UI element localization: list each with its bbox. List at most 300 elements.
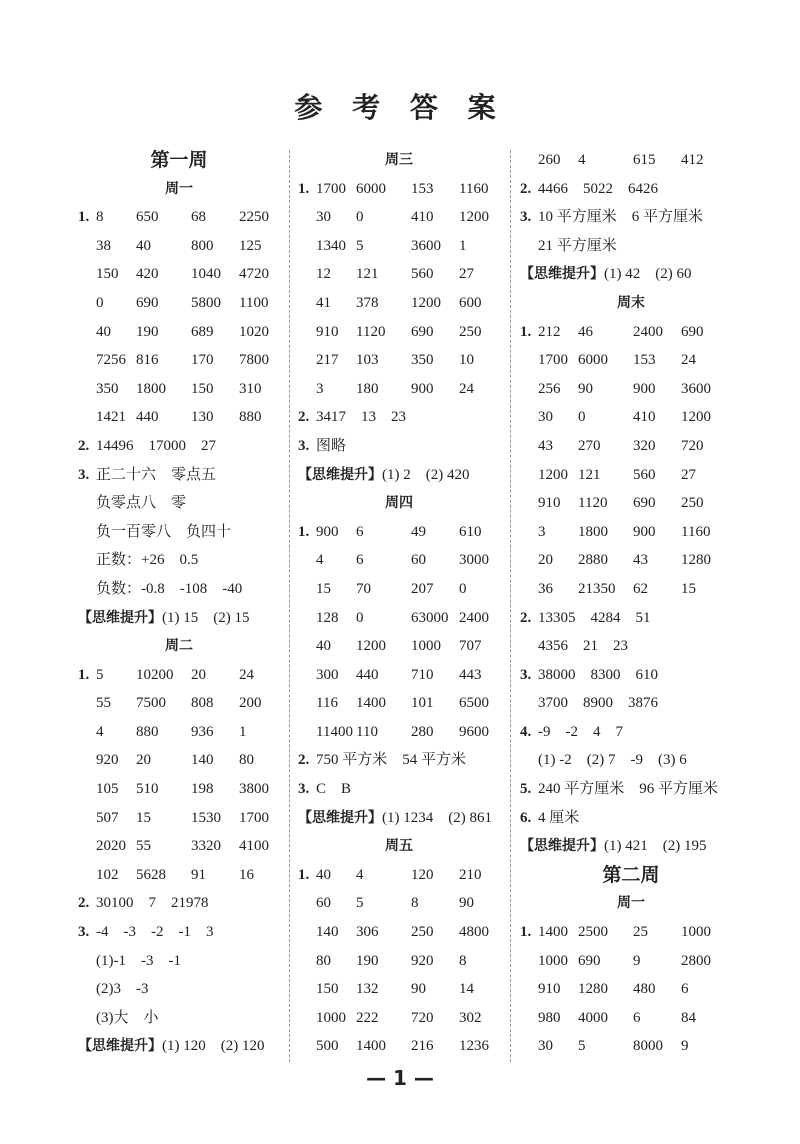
answer-value: 140 bbox=[191, 752, 214, 769]
answer-value: 40 bbox=[316, 866, 331, 883]
answer-value: 49 bbox=[411, 523, 426, 540]
answer-value: 21350 bbox=[578, 580, 616, 597]
question-number: 3. bbox=[298, 437, 310, 454]
answer-value: 4100 bbox=[239, 838, 269, 855]
answer-value: 24 bbox=[681, 352, 696, 369]
answer-line bbox=[78, 461, 280, 490]
answer-line bbox=[520, 632, 742, 661]
answer-line bbox=[78, 918, 280, 947]
answer-value: 0 bbox=[356, 209, 364, 226]
day-heading: 周一 bbox=[165, 180, 193, 197]
answer-line bbox=[78, 746, 280, 775]
answer-value: 1160 bbox=[459, 180, 489, 197]
answer-value: 36 bbox=[538, 580, 553, 597]
answer-value: 7500 bbox=[136, 695, 166, 712]
answer-value: 1200 bbox=[538, 466, 568, 483]
answer-value: 910 bbox=[538, 981, 561, 998]
answer-line bbox=[298, 375, 500, 404]
answer-text: 负零点八 零 bbox=[96, 495, 187, 512]
answer-value: 12 bbox=[316, 266, 331, 283]
answer-text: 4466 5022 6426 bbox=[538, 180, 659, 197]
answer-value: 200 bbox=[239, 695, 262, 712]
answer-line bbox=[520, 718, 742, 747]
question-number: 1. bbox=[298, 523, 310, 540]
answer-text: 21 平方厘米 bbox=[538, 237, 617, 254]
question-number: 2. bbox=[298, 409, 310, 426]
answer-text: 750 平方米 54 平方米 bbox=[316, 752, 467, 769]
answer-text: -4 -3 -2 -1 3 bbox=[96, 924, 214, 941]
answer-value: 121 bbox=[356, 266, 379, 283]
answer-value: 4 bbox=[316, 552, 324, 569]
answer-value: 5628 bbox=[136, 866, 166, 883]
answer-value: 3 bbox=[538, 523, 546, 540]
answer-value: 0 bbox=[356, 609, 364, 626]
answer-line bbox=[520, 489, 742, 518]
answer-value: 615 bbox=[633, 152, 656, 168]
answer-value: 6000 bbox=[578, 352, 608, 369]
answer-value: 1100 bbox=[239, 294, 269, 311]
answer-text: 负数：-0.8 -108 -40 bbox=[96, 580, 243, 597]
answer-value: 1000 bbox=[538, 952, 568, 969]
answer-line bbox=[520, 575, 742, 604]
answer-value: 650 bbox=[136, 209, 159, 226]
day-heading: 周三 bbox=[385, 152, 413, 168]
answer-value: 210 bbox=[459, 866, 482, 883]
answer-value: 560 bbox=[411, 266, 434, 283]
answer-value: 2800 bbox=[681, 952, 711, 969]
answer-value: 30 bbox=[538, 1038, 553, 1055]
answer-line bbox=[520, 661, 742, 690]
answer-value: 1530 bbox=[191, 809, 221, 826]
answer-value: 1120 bbox=[356, 323, 386, 340]
question-number: 2. bbox=[520, 180, 532, 197]
answer-value: 8 bbox=[411, 895, 419, 912]
answer-line bbox=[298, 546, 500, 575]
answer-value: 62 bbox=[633, 580, 648, 597]
answer-value: 153 bbox=[411, 180, 434, 197]
answer-line bbox=[520, 947, 742, 976]
answer-value: 720 bbox=[411, 1009, 434, 1026]
tip-text: (1) 15 (2) 15 bbox=[162, 609, 250, 626]
answer-value: 250 bbox=[681, 495, 704, 512]
question-number: 2. bbox=[520, 609, 532, 626]
answer-text: 4 厘米 bbox=[538, 809, 580, 826]
answer-value: 8 bbox=[96, 209, 104, 226]
answer-line bbox=[78, 203, 280, 232]
answer-value: 1000 bbox=[316, 1009, 346, 1026]
tip-label: 【思维提升】 bbox=[298, 809, 382, 826]
answer-value: 150 bbox=[191, 380, 214, 397]
answer-line bbox=[520, 403, 742, 432]
answer-line bbox=[520, 975, 742, 1004]
answer-value: 3800 bbox=[239, 781, 269, 798]
question-number: 1. bbox=[298, 180, 310, 197]
answer-value: 420 bbox=[136, 266, 159, 283]
answer-value: 412 bbox=[681, 152, 704, 168]
answer-value: 250 bbox=[411, 924, 434, 941]
answer-value: 410 bbox=[633, 409, 656, 426]
answer-line bbox=[298, 232, 500, 261]
answer-value: 900 bbox=[411, 380, 434, 397]
answer-value: 120 bbox=[411, 866, 434, 883]
answer-value: 1000 bbox=[681, 924, 711, 941]
answer-value: 443 bbox=[459, 666, 482, 683]
answer-line bbox=[78, 1004, 280, 1033]
answer-line bbox=[520, 518, 742, 547]
answer-value: 690 bbox=[411, 323, 434, 340]
question-number: 3. bbox=[520, 209, 532, 226]
answer-value: 6 bbox=[356, 552, 364, 569]
answer-line bbox=[520, 1004, 742, 1033]
answer-value: 14 bbox=[459, 981, 474, 998]
answer-value: 690 bbox=[578, 952, 601, 969]
answer-value: 40 bbox=[316, 638, 331, 655]
answer-value: 1 bbox=[459, 237, 467, 254]
answer-value: 900 bbox=[633, 523, 656, 540]
answer-value: 910 bbox=[538, 495, 561, 512]
answer-text: (2)3 -3 bbox=[96, 981, 149, 998]
answer-line bbox=[298, 604, 500, 633]
answer-value: 2400 bbox=[459, 609, 489, 626]
answer-line bbox=[78, 318, 280, 347]
answer-value: 6 bbox=[681, 981, 689, 998]
answer-line bbox=[78, 375, 280, 404]
answer-value: 80 bbox=[316, 952, 331, 969]
answer-value: 1280 bbox=[681, 552, 711, 569]
question-number: 3. bbox=[298, 781, 310, 798]
question-number: 1. bbox=[78, 666, 90, 683]
answer-text: (3)大 小 bbox=[96, 1009, 159, 1026]
answer-text: 3417 13 23 bbox=[316, 409, 407, 426]
question-number: 1. bbox=[78, 209, 90, 226]
answer-value: 1800 bbox=[136, 380, 166, 397]
answer-value: 310 bbox=[239, 380, 262, 397]
answer-value: 1700 bbox=[239, 809, 269, 826]
answer-value: 1800 bbox=[578, 523, 608, 540]
answer-value: 6 bbox=[356, 523, 364, 540]
answer-text: 10 平方厘米 6 平方厘米 bbox=[538, 209, 704, 226]
answer-value: 27 bbox=[459, 266, 474, 283]
answer-value: 4800 bbox=[459, 924, 489, 941]
answer-column-3 bbox=[520, 146, 742, 1061]
answer-value: 270 bbox=[578, 437, 601, 454]
answer-value: 600 bbox=[459, 294, 482, 311]
answer-value: 6 bbox=[633, 1009, 641, 1026]
answer-value: 2500 bbox=[578, 924, 608, 941]
answer-value: 20 bbox=[136, 752, 151, 769]
answer-value: 1120 bbox=[578, 495, 608, 512]
week-heading: 第一周 bbox=[150, 149, 208, 171]
answer-value: 1000 bbox=[411, 638, 441, 655]
answer-line bbox=[298, 203, 500, 232]
answer-value: 560 bbox=[633, 466, 656, 483]
answer-line bbox=[520, 1032, 742, 1061]
thinking-tip-line bbox=[520, 832, 742, 861]
answer-line bbox=[520, 432, 742, 461]
answer-line bbox=[298, 947, 500, 976]
answer-line bbox=[520, 918, 742, 947]
answer-text: -9 -2 4 7 bbox=[538, 723, 623, 740]
answer-value: 1400 bbox=[356, 695, 386, 712]
answer-value: 46 bbox=[578, 323, 593, 340]
answer-value: 690 bbox=[136, 294, 159, 311]
answer-value: 222 bbox=[356, 1009, 379, 1026]
answer-line bbox=[520, 203, 742, 232]
answer-value: 4 bbox=[96, 723, 104, 740]
answer-value: 90 bbox=[459, 895, 474, 912]
answer-value: 0 bbox=[459, 580, 467, 597]
answer-value: 936 bbox=[191, 723, 214, 740]
answer-line bbox=[520, 232, 742, 261]
answer-value: 150 bbox=[96, 266, 119, 283]
answer-value: 1200 bbox=[459, 209, 489, 226]
answer-value: 25 bbox=[633, 924, 648, 941]
tip-text: (1) 120 (2) 120 bbox=[162, 1038, 265, 1055]
answer-text: 13305 4284 51 bbox=[538, 609, 651, 626]
answer-line bbox=[520, 146, 742, 175]
answer-line bbox=[298, 861, 500, 890]
answer-value: 140 bbox=[316, 924, 339, 941]
answer-value: 4 bbox=[356, 866, 364, 883]
answer-line bbox=[298, 1004, 500, 1033]
answer-line bbox=[78, 518, 280, 547]
question-number: 3. bbox=[520, 666, 532, 683]
answer-value: 3320 bbox=[191, 838, 221, 855]
answer-value: 507 bbox=[96, 809, 119, 826]
answer-line bbox=[298, 718, 500, 747]
answer-value: 5 bbox=[96, 666, 104, 683]
answer-value: 5 bbox=[356, 237, 364, 254]
answer-line bbox=[520, 461, 742, 490]
thinking-tip-line bbox=[298, 804, 500, 833]
answer-value: 1280 bbox=[578, 981, 608, 998]
answer-text: 正二十六 零点五 bbox=[96, 466, 217, 483]
answer-text: (1) -2 (2) 7 -9 (3) 6 bbox=[538, 752, 687, 769]
answer-value: 880 bbox=[239, 409, 262, 426]
answer-line bbox=[78, 289, 280, 318]
answer-value: 808 bbox=[191, 695, 214, 712]
answer-value: 10 bbox=[459, 352, 474, 369]
thinking-tip-line bbox=[78, 604, 280, 633]
answer-value: 132 bbox=[356, 981, 379, 998]
answer-value: 7800 bbox=[239, 352, 269, 369]
answer-value: 1200 bbox=[411, 294, 441, 311]
answer-value: 153 bbox=[633, 352, 656, 369]
answer-value: 70 bbox=[356, 580, 371, 597]
answer-value: 250 bbox=[459, 323, 482, 340]
answer-text: 正数：+26 0.5 bbox=[96, 552, 199, 569]
answer-value: 3000 bbox=[459, 552, 489, 569]
answer-value: 1421 bbox=[96, 409, 126, 426]
answer-value: 27 bbox=[681, 466, 696, 483]
answer-value: 38 bbox=[96, 237, 111, 254]
answer-column-2 bbox=[298, 146, 500, 1061]
answer-value: 256 bbox=[538, 380, 561, 397]
answer-line bbox=[520, 804, 742, 833]
answer-line bbox=[298, 289, 500, 318]
answer-value: 43 bbox=[633, 552, 648, 569]
answer-value: 980 bbox=[538, 1009, 561, 1026]
answer-value: 720 bbox=[681, 437, 704, 454]
answer-line bbox=[298, 661, 500, 690]
answer-line bbox=[298, 518, 500, 547]
answer-text: 14496 17000 27 bbox=[96, 437, 217, 454]
answer-line bbox=[298, 403, 500, 432]
answer-value: 60 bbox=[411, 552, 426, 569]
thinking-tip-line bbox=[78, 1032, 280, 1061]
answer-value: 30 bbox=[316, 209, 331, 226]
question-number: 1. bbox=[298, 866, 310, 883]
answer-value: 440 bbox=[136, 409, 159, 426]
answer-line bbox=[78, 432, 280, 461]
answer-value: 116 bbox=[316, 695, 338, 712]
answer-line bbox=[78, 975, 280, 1004]
answer-value: 4000 bbox=[578, 1009, 608, 1026]
tip-label: 【思维提升】 bbox=[520, 266, 604, 283]
answer-value: 68 bbox=[191, 209, 206, 226]
page-number: — 1 — bbox=[366, 1066, 434, 1090]
answer-value: 5 bbox=[356, 895, 364, 912]
answer-value: 1340 bbox=[316, 237, 346, 254]
answer-value: 1040 bbox=[191, 266, 221, 283]
answer-value: 300 bbox=[316, 666, 339, 683]
answer-line bbox=[298, 318, 500, 347]
answer-value: 20 bbox=[538, 552, 553, 569]
answer-value: 260 bbox=[538, 152, 561, 168]
answer-value: 102 bbox=[96, 866, 119, 883]
question-number: 3. bbox=[78, 466, 90, 483]
answer-value: 6500 bbox=[459, 695, 489, 712]
answer-line bbox=[78, 403, 280, 432]
answer-value: 170 bbox=[191, 352, 214, 369]
thinking-tip-line bbox=[298, 461, 500, 490]
answer-value: 690 bbox=[633, 495, 656, 512]
day-heading: 周一 bbox=[617, 895, 645, 912]
answer-value: 1 bbox=[239, 723, 247, 740]
answer-value: 480 bbox=[633, 981, 656, 998]
answer-line bbox=[78, 661, 280, 690]
tip-label: 【思维提升】 bbox=[298, 466, 382, 483]
answer-text: 4356 21 23 bbox=[538, 638, 629, 655]
column-divider bbox=[289, 150, 290, 1062]
answer-value: 707 bbox=[459, 638, 482, 655]
tip-text: (1) 42 (2) 60 bbox=[604, 266, 692, 283]
answer-line bbox=[78, 689, 280, 718]
answer-value: 2880 bbox=[578, 552, 608, 569]
answer-line bbox=[298, 175, 500, 204]
answer-value: 84 bbox=[681, 1009, 696, 1026]
answer-value: 15 bbox=[136, 809, 151, 826]
answer-text: 3700 8900 3876 bbox=[538, 695, 659, 712]
day-heading: 周四 bbox=[385, 495, 413, 512]
answer-value: 207 bbox=[411, 580, 434, 597]
answer-value: 10200 bbox=[136, 666, 174, 683]
week-heading: 第二周 bbox=[602, 863, 660, 886]
tip-label: 【思维提升】 bbox=[78, 1038, 162, 1055]
answer-line bbox=[298, 575, 500, 604]
answer-value: 0 bbox=[578, 409, 586, 426]
answer-value: 101 bbox=[411, 695, 434, 712]
answer-value: 500 bbox=[316, 1038, 339, 1055]
answer-value: 3 bbox=[316, 380, 324, 397]
answer-value: 11400 bbox=[316, 723, 353, 740]
answer-value: 110 bbox=[356, 723, 378, 740]
answer-value: 55 bbox=[136, 838, 151, 855]
answer-value: 280 bbox=[411, 723, 434, 740]
answer-value: 378 bbox=[356, 294, 379, 311]
answer-value: 8000 bbox=[633, 1038, 663, 1055]
answer-value: 16 bbox=[239, 866, 254, 883]
answer-value: 105 bbox=[96, 781, 119, 798]
answer-line bbox=[78, 947, 280, 976]
day-heading: 周末 bbox=[617, 294, 645, 311]
answer-value: 320 bbox=[633, 437, 656, 454]
answer-line bbox=[78, 718, 280, 747]
answer-value: 150 bbox=[316, 981, 339, 998]
answer-line bbox=[298, 432, 500, 461]
answer-value: 63000 bbox=[411, 609, 449, 626]
answer-value: 15 bbox=[681, 580, 696, 597]
answer-value: 410 bbox=[411, 209, 434, 226]
answer-value: 1400 bbox=[356, 1038, 386, 1055]
answer-line bbox=[520, 346, 742, 375]
answer-line bbox=[298, 918, 500, 947]
tip-text: (1) 421 (2) 195 bbox=[604, 838, 707, 855]
day-heading: 周五 bbox=[385, 838, 413, 855]
answer-value: 306 bbox=[356, 924, 379, 941]
answer-value: 20 bbox=[191, 666, 206, 683]
answer-column-1 bbox=[78, 146, 280, 1061]
answer-line bbox=[298, 746, 500, 775]
answer-value: 24 bbox=[239, 666, 254, 683]
answer-value: 9 bbox=[633, 952, 641, 969]
answer-value: 9600 bbox=[459, 723, 489, 740]
answer-value: 60 bbox=[316, 895, 331, 912]
answer-value: 3600 bbox=[411, 237, 441, 254]
answer-value: 1160 bbox=[681, 523, 711, 540]
answer-value: 1700 bbox=[538, 352, 568, 369]
question-number: 1. bbox=[520, 924, 532, 941]
answer-value: 7256 bbox=[96, 352, 126, 369]
answer-line bbox=[78, 804, 280, 833]
answer-value: 190 bbox=[356, 952, 379, 969]
answer-value: 198 bbox=[191, 781, 214, 798]
answer-line bbox=[78, 346, 280, 375]
answer-line bbox=[520, 746, 742, 775]
answer-value: 1200 bbox=[681, 409, 711, 426]
day-heading: 周二 bbox=[165, 638, 193, 655]
answer-value: 1236 bbox=[459, 1038, 489, 1055]
answer-value: 5 bbox=[578, 1038, 586, 1055]
question-number: 2. bbox=[298, 752, 310, 769]
answer-value: 4 bbox=[578, 152, 586, 168]
answer-line bbox=[298, 260, 500, 289]
answer-value: 3600 bbox=[681, 380, 711, 397]
answer-value: 910 bbox=[316, 323, 339, 340]
answer-text: 负一百零八 负四十 bbox=[96, 523, 232, 540]
answer-line bbox=[520, 775, 742, 804]
answer-value: 2250 bbox=[239, 209, 269, 226]
answer-value: 190 bbox=[136, 323, 159, 340]
answer-value: 41 bbox=[316, 294, 331, 311]
question-number: 1. bbox=[520, 323, 532, 340]
answer-value: 6000 bbox=[356, 180, 386, 197]
page-title: 参 考 答 案 bbox=[294, 91, 506, 124]
answer-value: 5800 bbox=[191, 294, 221, 311]
answer-line bbox=[78, 889, 280, 918]
tip-label: 【思维提升】 bbox=[78, 609, 162, 626]
answer-value: 30 bbox=[538, 409, 553, 426]
